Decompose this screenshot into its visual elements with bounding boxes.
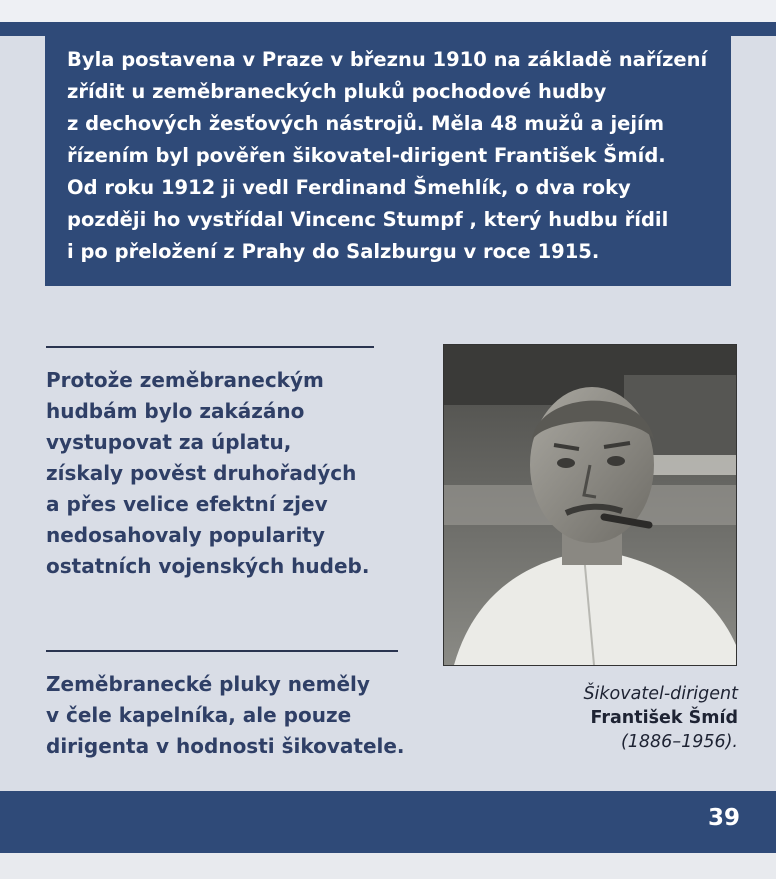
caption-years: (1886–1956). [620,732,738,752]
page-number: 39 [707,805,740,831]
intro-line: Byla postavena v Praze v březnu 1910 na základě nařízení [67,48,708,71]
bottom-margin [0,853,776,879]
caption-name: František Šmíd [590,708,738,728]
paragraph-line: nedosahovaly popularity [46,523,325,547]
caption-role: Šikovatel-dirigent [583,684,738,704]
divider-rule-2 [46,650,398,652]
divider-rule-1 [46,346,374,348]
top-band [0,22,776,36]
sidebar-paragraph-1 [46,365,369,582]
paragraph-line: v čele kapelníka, ale pouze [46,703,352,727]
intro-text-box [45,36,731,286]
intro-line: z dechových žesťových nástrojů. Měla 48 mužů a jejím [67,112,665,135]
paragraph-line: ostatních vojenských hudeb. [46,554,370,578]
intro-line: řízením byl pověřen šikovatel-dirigent František Šmíd. [67,144,666,167]
sidebar-paragraph-2 [46,669,405,762]
paragraph-line: Zeměbranecké pluky neměly [46,672,370,696]
paragraph-line: a přes velice efektní zjev [46,492,328,516]
paragraph-line: Protože zeměbraneckým [46,368,324,392]
paragraph-line: vystupovat za úplatu, [46,430,292,454]
top-margin [0,0,776,22]
portrait-illustration [444,345,736,665]
paragraph-line: dirigenta v hodnosti šikovatele. [46,734,405,758]
portrait-photo [443,344,737,666]
intro-line: zřídit u zeměbraneckých pluků pochodové hudby [67,80,607,103]
paragraph-line: získaly pověst druhořadých [46,461,357,485]
intro-line: Od roku 1912 ji vedl Ferdinand Šmehlík, o dva roky [67,176,631,199]
paragraph-line: hudbám bylo zakázáno [46,399,305,423]
footer-band [0,791,776,853]
intro-line: později ho vystřídal Vincenc Stumpf , který hudbu řídil [67,208,669,231]
photo-caption [530,682,738,754]
intro-line: i po přeložení z Prahy do Salzburgu v roce 1915. [67,240,600,263]
